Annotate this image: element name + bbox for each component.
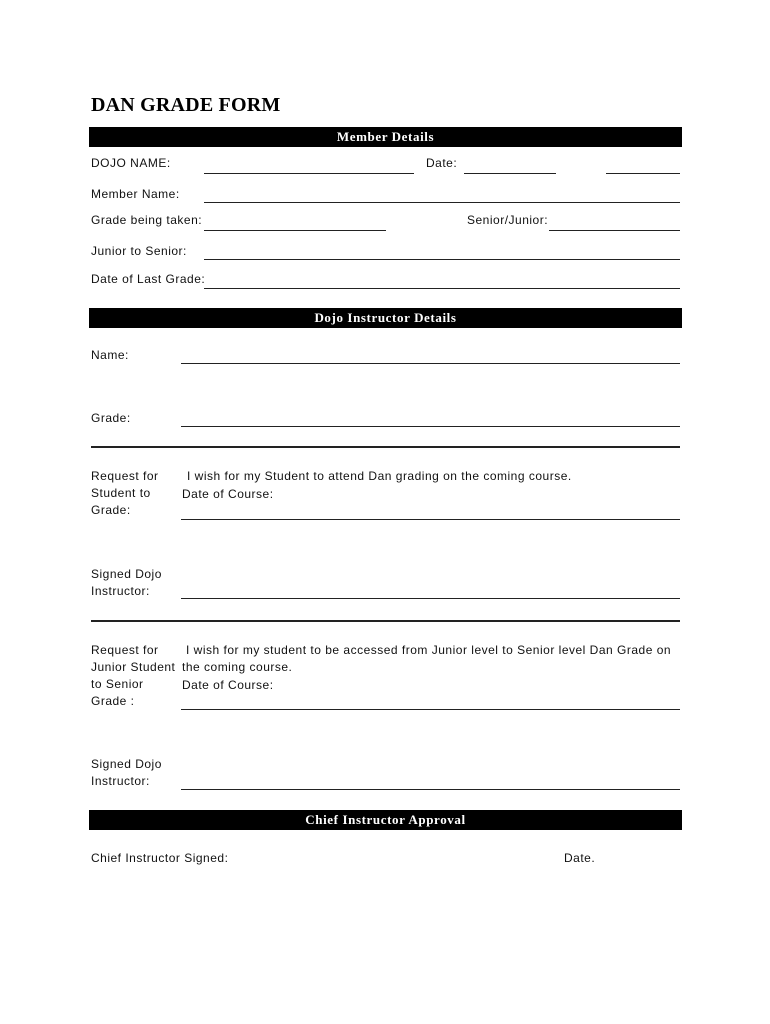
junior-to-senior-field[interactable] bbox=[204, 259, 680, 260]
dojo-name-label: DOJO NAME: bbox=[91, 156, 171, 170]
instructor-grade-field[interactable] bbox=[181, 426, 680, 427]
request-student-label: Request for Student to Grade: bbox=[91, 469, 159, 517]
date-field[interactable] bbox=[464, 173, 556, 174]
chief-date-label: Date. bbox=[564, 851, 596, 865]
senior-junior-label: Senior/Junior: bbox=[467, 213, 549, 227]
request-junior-label: Request for Junior Student to Senior Grade : bbox=[91, 643, 176, 708]
chief-approval-header: Chief Instructor Approval bbox=[89, 810, 682, 830]
instructor-name-label: Name: bbox=[91, 348, 129, 362]
member-details-header: Member Details bbox=[89, 127, 682, 147]
request-junior-text: I wish for my student to be accessed from Junior level to Senior level Dan Grade on the coming course. bbox=[182, 643, 672, 674]
senior-junior-field[interactable] bbox=[549, 230, 680, 231]
signed-instructor-label: Signed Dojo Instructor: bbox=[91, 567, 162, 598]
instructor-details-header: Dojo Instructor Details bbox=[89, 308, 682, 328]
signed-instructor-field-2[interactable] bbox=[181, 789, 680, 790]
last-grade-field[interactable] bbox=[204, 288, 680, 289]
chief-signed-label: Chief Instructor Signed: bbox=[91, 851, 229, 865]
grade-taken-field[interactable] bbox=[204, 230, 386, 231]
course-date-field-2[interactable] bbox=[181, 709, 680, 710]
instructor-grade-label: Grade: bbox=[91, 411, 131, 425]
date-label: Date: bbox=[426, 156, 458, 170]
section-divider bbox=[91, 446, 680, 448]
course-date-label: Date of Course: bbox=[182, 487, 274, 501]
section-divider bbox=[91, 620, 680, 622]
junior-to-senior-label: Junior to Senior: bbox=[91, 244, 187, 258]
signed-instructor-field[interactable] bbox=[181, 598, 680, 599]
date-extra-field[interactable] bbox=[606, 173, 680, 174]
course-date-field[interactable] bbox=[181, 519, 680, 520]
grade-taken-label: Grade being taken: bbox=[91, 213, 203, 227]
course-date-label-2: Date of Course: bbox=[182, 678, 274, 692]
signed-instructor-label-2: Signed Dojo Instructor: bbox=[91, 757, 162, 788]
instructor-name-field[interactable] bbox=[181, 363, 680, 364]
member-name-field[interactable] bbox=[204, 202, 680, 203]
dojo-name-field[interactable] bbox=[204, 173, 414, 174]
form-title: DAN GRADE FORM bbox=[91, 94, 281, 116]
last-grade-label: Date of Last Grade: bbox=[91, 272, 206, 286]
request-student-text: I wish for my Student to attend Dan grading on the coming course. bbox=[187, 469, 572, 483]
member-name-label: Member Name: bbox=[91, 187, 180, 201]
